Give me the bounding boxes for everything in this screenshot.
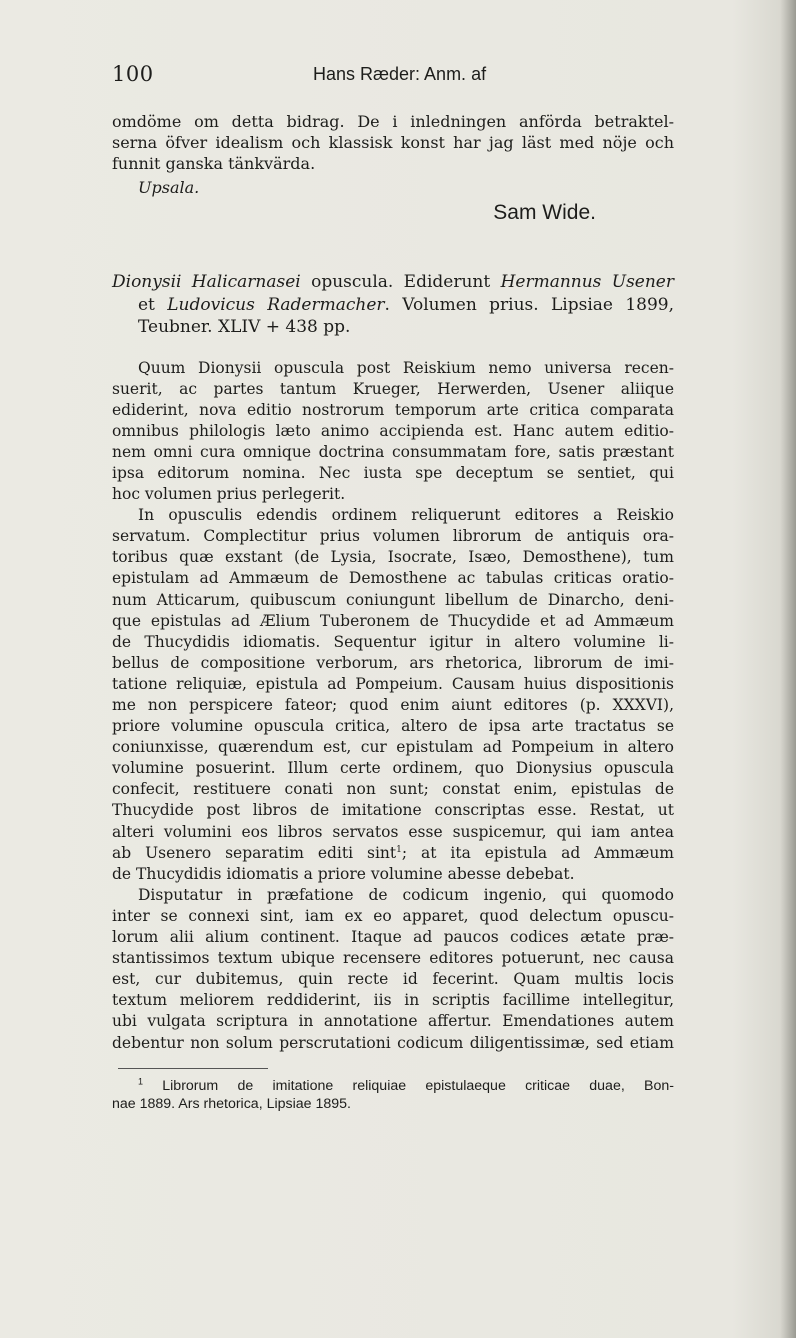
text-line: de Thucydidis idiomatis. Sequentur igitur in altero volumine li-: [112, 632, 674, 651]
editor-name: Hermannus Usener: [500, 272, 674, 293]
text-line: ubi vulgata scriptura in annotatione affertur. Emendationes autem: [112, 1012, 674, 1031]
text-line: omdöme om detta bidrag. De i inledningen anförda betraktel-: [112, 112, 674, 131]
book-citation: [112, 271, 674, 339]
text-line: Quum Dionysii opuscula post Reiskium nemo universa recen-: [138, 358, 674, 377]
review-text: [112, 358, 674, 1054]
citation-line: Teubner. XLIV + 438 pp.: [138, 317, 351, 338]
footnote-line: [112, 1077, 674, 1096]
paragraph: [112, 358, 674, 506]
book-title-rest: opuscula. Ediderunt: [300, 272, 501, 293]
text-line: priore volumine opuscula critica, altero de ipsa arte tractatus se: [112, 717, 674, 736]
text-line: toribus quæ exstant (de Lysia, Isocrate, Isæo, Demosthene), tum: [112, 548, 674, 567]
text-line: serna öfver idealism och klassisk konst har jag läst med nöje och: [112, 133, 674, 153]
footnote-marker: 1: [396, 844, 402, 855]
text-line: servatum. Complectitur prius volumen librorum de antiquis ora-: [112, 527, 674, 546]
text-line: alteri volumini eos libros servatos esse suspicemur, qui iam antea: [112, 822, 674, 841]
text-line: coniunxisse, quærendum est, cur epistulam ad Pompeium in altero: [112, 738, 674, 757]
footnote-marker: 1: [138, 1075, 144, 1086]
text-line: que epistulas ad Ælium Tuberonem de Thucydide et ad Ammæum: [112, 611, 674, 630]
text-line: confecit, restituere conati non sunt; constat enim, epistulas de: [112, 780, 674, 799]
text-line: hoc volumen prius perlegerit.: [112, 485, 346, 504]
citation-line: [112, 294, 674, 317]
text-line: Thucydide post libros de imitatione conscriptas esse. Restat, ut: [112, 801, 674, 820]
text-line: est, cur dubitemus, quin recte id fecerint. Quam multis locis: [112, 970, 674, 989]
previous-review-ending: [112, 111, 674, 223]
page-header: [112, 62, 672, 92]
citation-rest: . Volumen prius. Lipsiae 1899,: [384, 294, 675, 315]
reviewer-signature: Sam Wide.: [493, 200, 596, 224]
page-number: 100: [112, 62, 154, 86]
text-line: funnit ganska tänkvärda.: [112, 154, 316, 174]
book-title-author: Dionysii Halicarnasei: [112, 272, 301, 293]
text-line: debentur non solum perscrutationi codicum diligentissimæ, sed etiam: [112, 1033, 674, 1052]
footnote-text: Librorum de imitatione reliquiae epistulaeque criticae duae, Bon-: [143, 1077, 674, 1094]
paragraph: [112, 885, 674, 1054]
text-line: tatione reliquiæ, epistula ad Pompeium. Causam huius dispositionis: [112, 674, 674, 693]
page-body: [112, 111, 674, 1114]
text-line: ipsa editorum nomina. Nec iusta spe deceptum se sentiet, qui: [112, 463, 674, 482]
text-line: omnibus philologis læto animo accipienda est. Hanc autem editio-: [112, 421, 674, 440]
text-line: lorum alii alium continent. Itaque ad paucos codices ætate præ-: [112, 928, 674, 947]
text-line: de Thucydidis idiomatis a priore volumine abesse debebat.: [112, 864, 575, 883]
text-line: epistulam ad Ammæum de Demosthene ac tabulas criticas oratio-: [112, 569, 674, 588]
footnote-line: nae 1889. Ars rhetorica, Lipsiae 1895.: [112, 1096, 351, 1113]
place-name: Upsala.: [138, 177, 200, 197]
text-line: volumine posuerint. Illum certe ordinem, quo Dionysius opuscula: [112, 759, 674, 778]
text-line: [112, 843, 674, 864]
text-line: inter se connexi sint, iam ex eo apparet, quod delectum opuscu-: [112, 906, 674, 925]
text-line: In opusculis edendis ordinem reliquerunt editores a Reiskio: [138, 506, 674, 525]
running-head: Hans Ræder: Anm. af: [313, 64, 487, 84]
text-line: stantissimos textum ubique recensere editores potuerunt, nec causa: [112, 949, 674, 968]
text-line: suerit, ac partes tantum Krueger, Herwerden, Usener aliique: [112, 379, 674, 398]
citation-line: [112, 271, 674, 294]
editor-name: Ludovicus Radermacher: [167, 294, 385, 315]
text-line: num Atticarum, quibuscum coniungunt libellum de Dinarcho, deni-: [112, 590, 674, 609]
text-fragment: ; at ita epistula ad Ammæum: [401, 843, 674, 862]
text-line: ediderint, nova editio nostrorum temporum arte critica comparata: [112, 400, 674, 419]
text-line: Disputatur in præfatione de codicum ingenio, qui quomodo: [138, 885, 674, 904]
footnote: [112, 1077, 674, 1114]
citation-prefix: et: [138, 294, 168, 315]
text-line: nem omni cura omnique doctrina consummatam fore, satis præstant: [112, 442, 674, 461]
text-line: textum meliorem reddiderint, iis in scriptis facillime intellegitur,: [112, 991, 674, 1010]
paragraph: [112, 505, 674, 885]
text-line: bellus de compositione verborum, ars rhetorica, librorum de imi-: [112, 653, 674, 672]
footnote-divider: [118, 1068, 268, 1069]
text-fragment: ab Usenero separatim editi sint: [112, 843, 397, 862]
text-line: me non perspicere fateor; quod enim aiunt editores (p. XXXVI),: [112, 696, 674, 715]
